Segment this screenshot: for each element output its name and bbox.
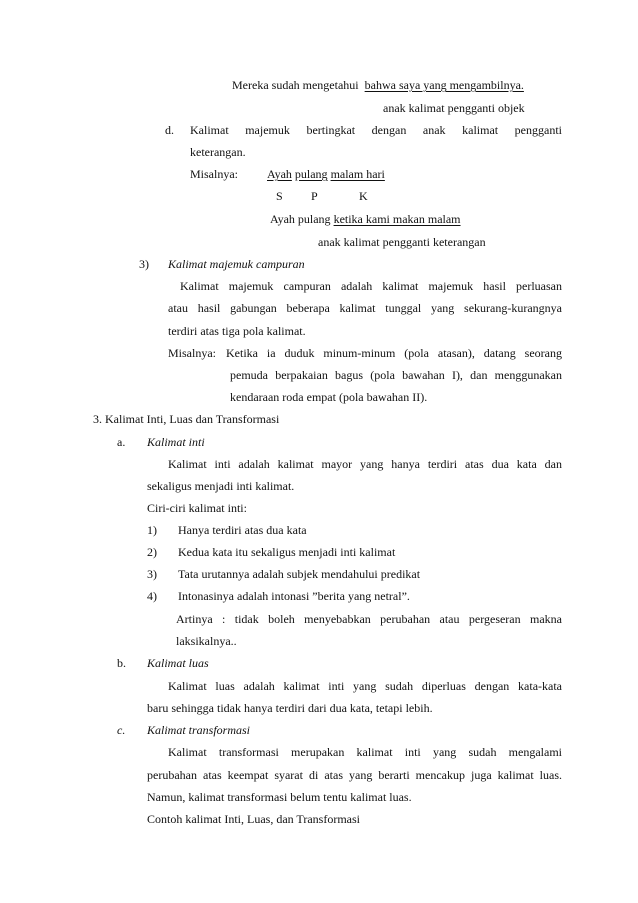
item-d-example2 (270, 212, 461, 226)
luas-para-line1: Kalimat luas adalah kalimat inti yang sudah diperluas dengan kata-kata (168, 679, 562, 693)
ciri-text: Hanya terdiri atas dua kata (178, 523, 307, 537)
ciri-number: 2) (147, 545, 157, 559)
ciri-text: Intonasinya adalah intonasi ”berita yang netral”. (178, 589, 410, 603)
example-word-subject: Ayah (267, 167, 292, 181)
example-top-line (232, 78, 524, 92)
item-d-example-label: Misalnya: (190, 167, 238, 181)
luas-para-line2: baru sehingga tidak hanya terdiri dari dua kata, tetapi lebih. (147, 701, 433, 715)
label-s: S (276, 189, 283, 203)
section-b-title: Kalimat luas (147, 656, 209, 670)
artinya-line2: laksikalnya.. (176, 634, 237, 648)
example-top-lead: Mereka sudah mengetahui (232, 78, 359, 92)
inti-para-line2: sekaligus menjadi inti kalimat. (147, 479, 295, 493)
item-d-line1: Kalimat majemuk bertingkat dengan anak kalimat pengganti (190, 123, 562, 137)
example-top-clause: bahwa saya yang mengambilnya. (364, 78, 524, 92)
inti-ciri-label: Ciri-ciri kalimat inti: (147, 501, 247, 515)
section-3-heading: 3. Kalimat Inti, Luas dan Transformasi (93, 412, 280, 426)
transformasi-para-line4: Contoh kalimat Inti, Luas, dan Transformasi (147, 812, 360, 826)
transformasi-para-line2: perubahan atas keempat syarat di atas yang berarti mencakup juga kalimat luas. (147, 768, 562, 782)
campuran-para-line3: terdiri atas tiga pola kalimat. (168, 324, 306, 338)
example2-lead: Ayah pulang (270, 212, 331, 226)
artinya-line1: Artinya : tidak boleh menyebabkan perubahan atau pergeseran makna (176, 612, 562, 626)
ciri-number: 4) (147, 589, 157, 603)
label-k: K (359, 189, 368, 203)
item-d-line2: keterangan. (190, 145, 246, 159)
ciri-text: Kedua kata itu sekaligus menjadi inti kalimat (178, 545, 396, 559)
inti-para-line1: Kalimat inti adalah kalimat mayor yang hanya terdiri atas dua kata dan (168, 457, 562, 471)
label-p: P (311, 189, 318, 203)
example-word-predicate: pulang (294, 167, 328, 181)
item-3-title: Kalimat majemuk campuran (168, 257, 305, 271)
campuran-example-line3: kendaraan roda empat (pola bawahan II). (230, 390, 428, 404)
example2-clause: ketika kami makan malam (333, 212, 461, 226)
section-b-marker: b. (117, 656, 126, 670)
item-d-note: anak kalimat pengganti keterangan (318, 235, 486, 249)
transformasi-para-line1: Kalimat transformasi merupakan kalimat inti yang sudah mengalami (168, 745, 562, 759)
section-a-title: Kalimat inti (147, 435, 205, 449)
item-3-marker: 3) (139, 257, 149, 271)
ciri-number: 3) (147, 567, 157, 581)
section-c-marker: c. (117, 723, 126, 737)
section-c-title: Kalimat transformasi (147, 723, 251, 737)
campuran-example-label: Misalnya: (168, 346, 216, 360)
campuran-example-line2: pemuda berpakaian bagus (pola bawahan I), dan menggunakan (230, 368, 562, 382)
campuran-example-line1: Ketika ia duduk minum-minum (pola atasan), datang seorang (226, 346, 562, 360)
section-a-marker: a. (117, 435, 126, 449)
ciri-number: 1) (147, 523, 157, 537)
example-top-note: anak kalimat pengganti objek (383, 101, 525, 115)
example-word-adverbial: malam hari (330, 167, 385, 181)
transformasi-para-line3: Namun, kalimat transformasi belum tentu kalimat luas. (147, 790, 412, 804)
ciri-text: Tata urutannya adalah subjek mendahului predikat (178, 567, 421, 581)
campuran-para-line1: Kalimat majemuk campuran adalah kalimat majemuk hasil perluasan (180, 279, 562, 293)
item-d-example-sentence (267, 167, 385, 181)
campuran-para-line2: atau hasil gabungan beberapa kalimat tunggal yang sekurang-kurangnya (168, 301, 562, 315)
item-d-marker: d. (165, 123, 174, 137)
